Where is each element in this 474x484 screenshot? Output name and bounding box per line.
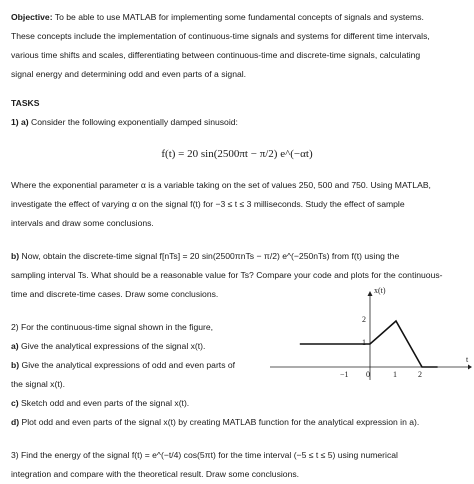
q3-line-2: integration and compare with the theoretical result. Draw some conclusions. [11,469,300,479]
q1a-label: 1) a) [11,117,29,127]
objective-line-1 [11,8,463,27]
signal-figure [268,282,472,382]
objective-text-1: To be able to use MATLAB for implementing some fundamental concepts of signals and systems. [52,12,424,22]
q2a-label: a) [11,341,19,351]
signal-curve [300,321,438,367]
x-tick-0: 0 [366,370,370,379]
q1a-intro [11,113,463,132]
y-axis-arrow [368,291,373,296]
tasks-heading: TASKS [11,98,40,108]
x-axis-arrow [468,365,472,370]
y-axis-label: x(t) [374,286,386,295]
y-tick-1: 1 [362,338,366,347]
x-tick-neg1: −1 [340,370,349,379]
objective-line-3: various time shifts and scales, differentiating between continuous-time and discrete-time signals, calculating [11,50,421,60]
document-body [11,8,463,484]
q2b-line-2: the signal x(t). [11,379,65,389]
q1b-line-1 [11,247,463,266]
q1b-text-1: Now, obtain the discrete-time signal f[nTs] = 20 sin(2500πnTs − π/2) e^(−250nTs) from f(t) using the [19,251,400,261]
signal-plot [268,282,472,382]
x-tick-2: 2 [418,370,422,379]
spacer [11,432,463,446]
q1b-label: b) [11,251,20,261]
objective-line-2: These concepts include the implementation of continuous-time signals and systems for different time intervals, [11,31,430,41]
q2d [11,413,463,432]
objective-line-4: signal energy and determining odd and even parts of a signal. [11,69,247,79]
q2c [11,394,279,413]
spacer [11,233,463,247]
q2d-text: Plot odd and even parts of the signal x(t) by creating MATLAB function for the analytical expression in a). [19,417,420,427]
objective-label: Objective: [11,12,53,22]
q2-intro: 2) For the continuous-time signal shown in the figure, [11,322,214,332]
q1a-line-2: investigate the effect of varying α on the signal f(t) for −3 ≤ t ≤ 3 milliseconds. Study the effect of sample [11,199,405,209]
q1a-equation: f(t) = 20 sin(2500πt − π/2) e^(−αt) [161,148,313,160]
q1a-intro-text: Consider the following exponentially damped sinusoid: [28,117,238,127]
q1a-line-1: Where the exponential parameter α is a variable taking on the set of values 250, 500 and 750. Using MATLAB, [11,180,431,190]
x-axis-label: t [466,355,469,364]
q1a-line-3: intervals and draw some conclusions. [11,218,154,228]
x-tick-1: 1 [393,370,397,379]
q2c-label: c) [11,398,19,408]
q2b-label: b) [11,360,20,370]
q2a [11,337,279,356]
q2d-label: d) [11,417,20,427]
q2b-text: Give the analytical expressions of odd and even parts of [19,360,236,370]
q2c-text: Sketch odd and even parts of the signal x(t). [18,398,190,408]
q2b-line-1 [11,356,279,375]
y-tick-2: 2 [362,315,366,324]
q2-block [11,318,279,413]
q2a-text: Give the analytical expressions of the signal x(t). [18,341,206,351]
q1b-line-2: sampling interval Ts. What should be a reasonable value for Ts? Compare your code and plots for the continuous- [11,270,443,280]
q1b-line-3: time and discrete-time cases. Draw some conclusions. [11,289,219,299]
q3-line-1: 3) Find the energy of the signal f(t) = e^(−t/4) cos(5πt) for the time interval (−5 ≤ t ≤ 5) using numerical [11,450,398,460]
